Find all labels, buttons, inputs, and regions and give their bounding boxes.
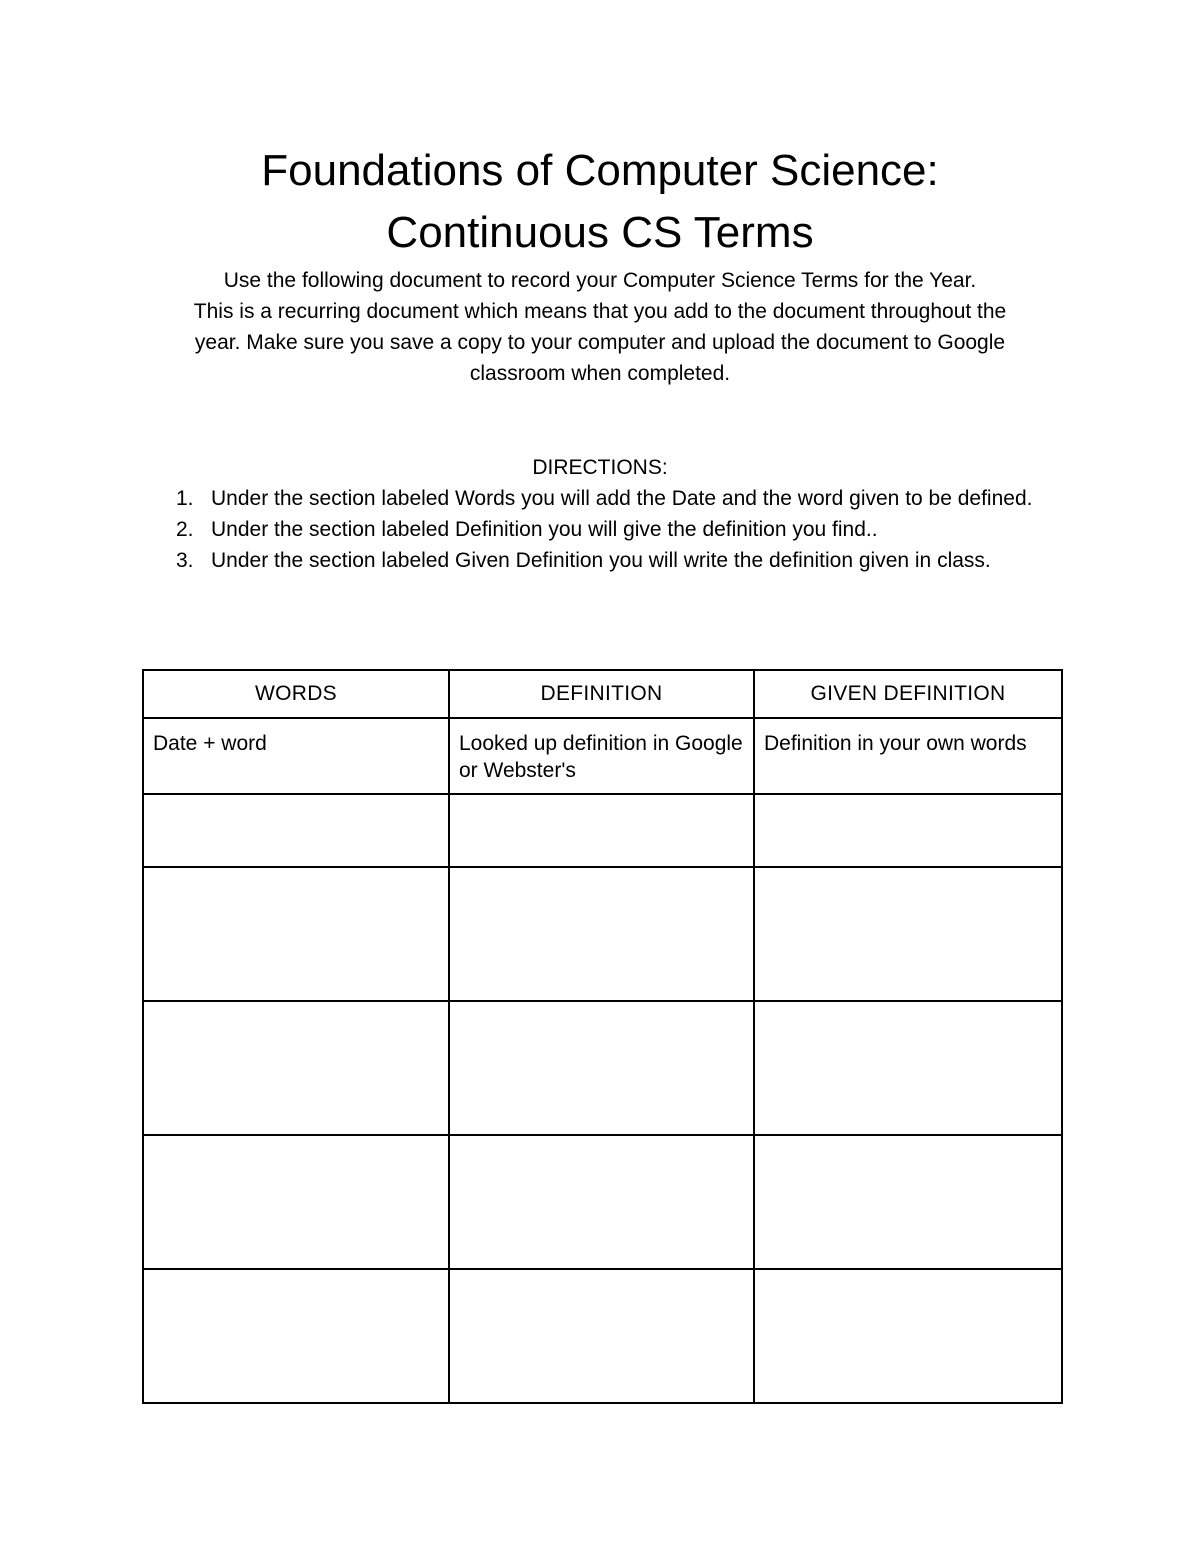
- column-header-words: WORDS: [143, 670, 449, 718]
- guide-text-definition: Looked up definition in Google or Webster's: [459, 732, 743, 782]
- table-cell[interactable]: [143, 718, 449, 794]
- table-cell[interactable]: [754, 1001, 1062, 1135]
- table-row: [143, 794, 1062, 867]
- table-row: [143, 1135, 1062, 1269]
- table-cell[interactable]: [143, 794, 449, 867]
- table-cell[interactable]: [449, 794, 754, 867]
- direction-number: 1.: [176, 487, 194, 510]
- table-cell[interactable]: [754, 718, 1062, 794]
- direction-number: 2.: [176, 518, 194, 541]
- table-cell[interactable]: [143, 867, 449, 1001]
- table-cell[interactable]: [754, 1269, 1062, 1403]
- terms-table: [142, 669, 1063, 1404]
- guide-text-words: Date + word: [153, 732, 267, 755]
- table-row: [143, 1269, 1062, 1403]
- table-cell[interactable]: [143, 1269, 449, 1403]
- table-guide-row: [143, 718, 1062, 794]
- table-row: [143, 1001, 1062, 1135]
- table-cell[interactable]: [449, 1135, 754, 1269]
- directions-list: [176, 483, 1056, 576]
- directions-heading: DIRECTIONS:: [532, 456, 668, 479]
- direction-text: Under the section labeled Given Definition you will write the definition given in class.: [211, 549, 991, 572]
- intro-line: classroom when completed.: [469, 362, 731, 385]
- table-cell[interactable]: [754, 867, 1062, 1001]
- intro-paragraph: [140, 265, 1060, 389]
- table-cell[interactable]: [449, 1001, 754, 1135]
- intro-line: Use the following document to record your Computer Science Terms for the Year.: [223, 269, 977, 292]
- table-cell[interactable]: [754, 794, 1062, 867]
- direction-item: [176, 514, 1056, 545]
- direction-text: Under the section labeled Definition you will give the definition you find..: [211, 518, 878, 541]
- page-title-line-1: Foundations of Computer Science:: [261, 146, 939, 195]
- table-cell[interactable]: [754, 1135, 1062, 1269]
- table-header-row: [143, 670, 1062, 718]
- intro-line: This is a recurring document which means that you add to the document throughout the: [193, 300, 1007, 323]
- direction-text: Under the section labeled Words you will add the Date and the word given to be defined.: [211, 487, 1033, 510]
- guide-text-given-definition: Definition in your own words: [764, 732, 1027, 755]
- table-cell[interactable]: [449, 718, 754, 794]
- column-header-definition: DEFINITION: [449, 670, 754, 718]
- intro-line: year. Make sure you save a copy to your computer and upload the document to Google: [194, 331, 1006, 354]
- table-cell[interactable]: [143, 1135, 449, 1269]
- direction-item: [176, 483, 1056, 514]
- column-header-given-definition: GIVEN DEFINITION: [754, 670, 1062, 718]
- table-cell[interactable]: [449, 1269, 754, 1403]
- table-cell[interactable]: [449, 867, 754, 1001]
- table-cell[interactable]: [143, 1001, 449, 1135]
- page-title-line-2: Continuous CS Terms: [386, 208, 814, 257]
- direction-number: 3.: [176, 549, 194, 572]
- direction-item: [176, 545, 1056, 576]
- table-row: [143, 867, 1062, 1001]
